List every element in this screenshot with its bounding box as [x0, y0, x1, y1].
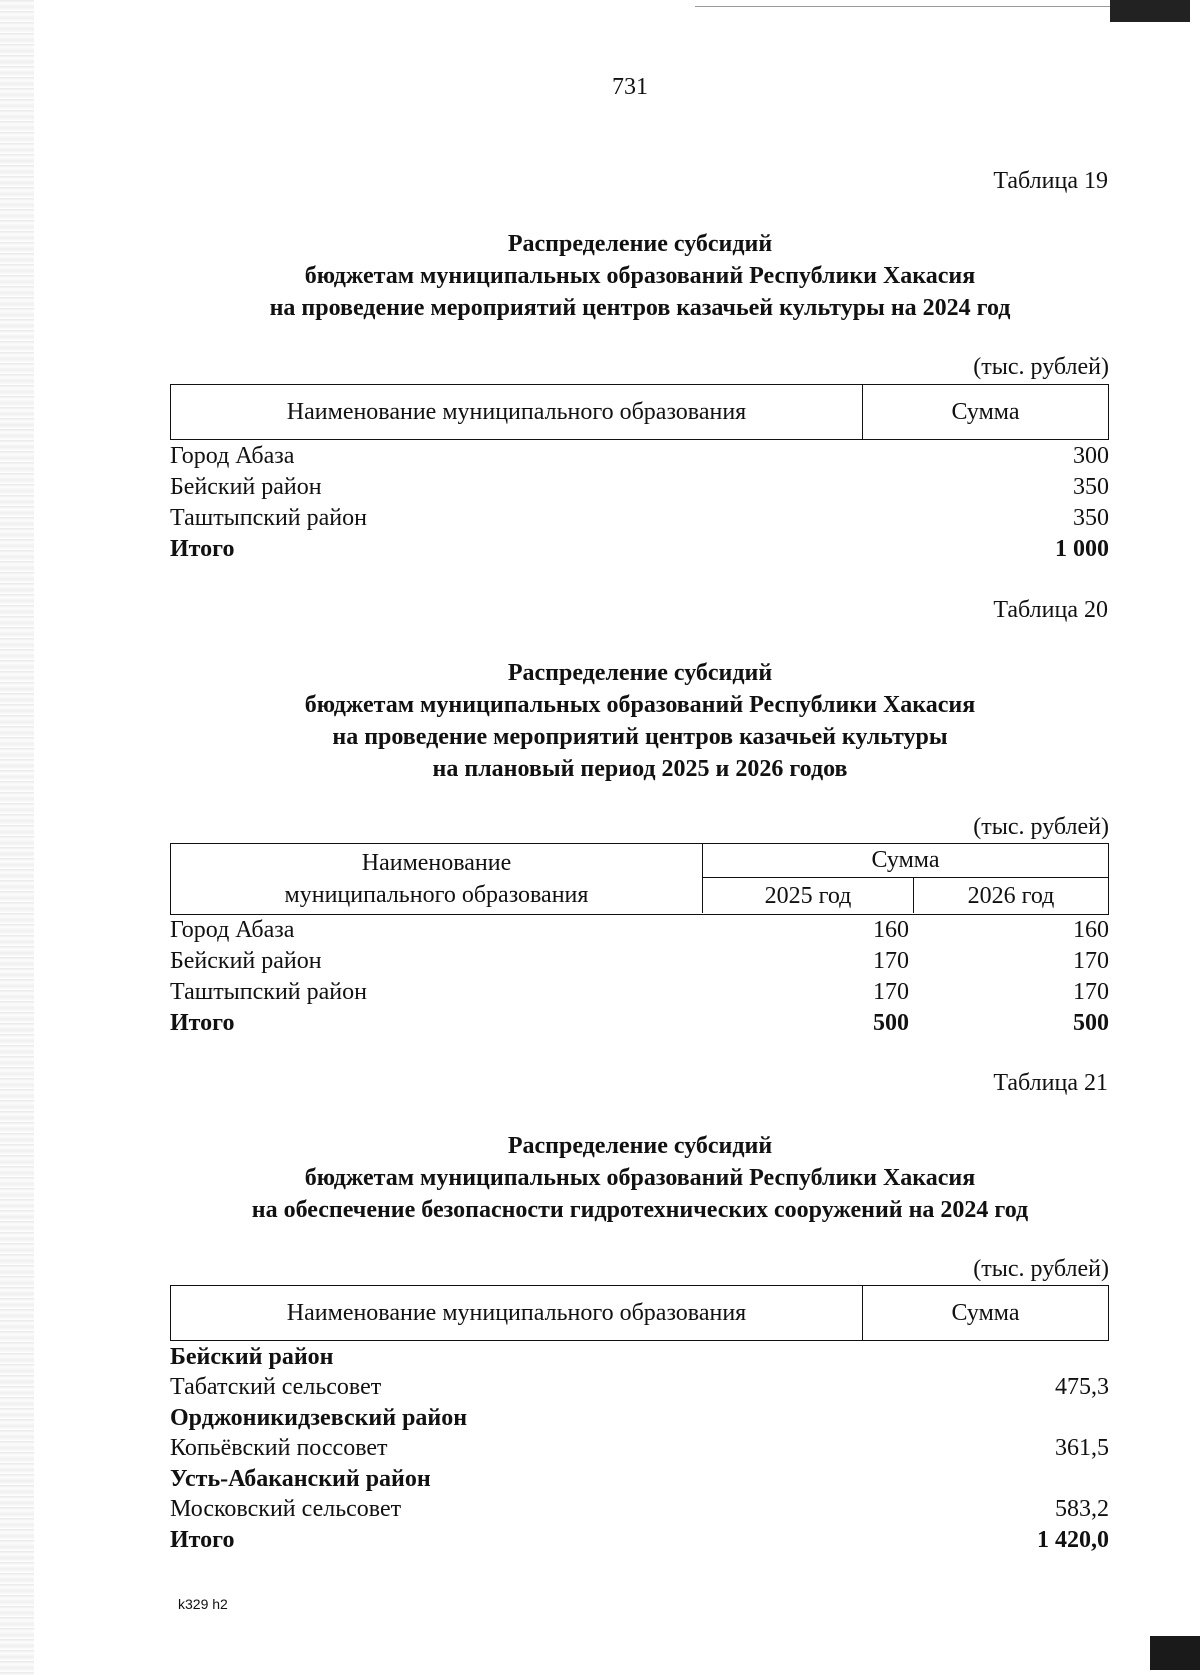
row-value-2026: 170	[1073, 948, 1109, 974]
title-line: бюджетам муниципальных образований Республики Хакасия	[304, 263, 976, 289]
group-row	[170, 1464, 1109, 1495]
table-row	[170, 1373, 1109, 1404]
row-name: Таштыпский район	[170, 979, 367, 1005]
column-header-sum: Сумма	[951, 1299, 1020, 1326]
group-row	[170, 1403, 1109, 1434]
title-line: на плановый период 2025 и 2026 годов	[432, 756, 848, 782]
group-name: Бейский район	[170, 1343, 334, 1370]
row-name: Итого	[170, 1010, 235, 1036]
row-value: 1 000	[1055, 536, 1109, 562]
table-row	[170, 977, 1109, 1008]
table-row	[170, 472, 1109, 503]
column-header-name-line: Наименование	[361, 850, 512, 876]
column-header-name-line: муниципального образования	[284, 882, 589, 908]
table-row	[170, 1434, 1109, 1465]
row-value-2025: 170	[873, 948, 909, 974]
footer-code: k329 h2	[178, 1596, 228, 1612]
table19-label: Таблица 19	[993, 168, 1108, 194]
row-value: 361,5	[1055, 1435, 1109, 1462]
scan-mark-top-right	[1110, 0, 1190, 22]
row-value-2025: 160	[873, 917, 909, 943]
total-row	[170, 1525, 1109, 1556]
table21-body	[170, 1342, 1109, 1556]
row-name: Копьёвский поссовет	[170, 1435, 388, 1462]
column-header-name: Наименование муниципального образования	[171, 385, 863, 439]
scan-mark-bottom-right	[1150, 1636, 1200, 1670]
table21-title	[0, 1130, 1200, 1226]
table21-header	[170, 1285, 1109, 1341]
row-value: 350	[1073, 505, 1109, 531]
row-value-2025: 170	[873, 979, 909, 1005]
group-row	[170, 1342, 1109, 1373]
row-name: Итого	[170, 536, 235, 562]
table21-label: Таблица 21	[993, 1070, 1108, 1096]
column-header-sum: Сумма	[703, 844, 1108, 878]
row-value: 583,2	[1055, 1496, 1109, 1523]
row-name: Город Абаза	[170, 917, 295, 943]
title-line: Распределение субсидий	[507, 1133, 773, 1159]
title-line: Распределение субсидий	[507, 231, 773, 257]
row-value-2025: 500	[873, 1010, 909, 1036]
table-row	[170, 946, 1109, 977]
title-line: на обеспечение безопасности гидротехнических сооружений на 2024 год	[251, 1197, 1029, 1223]
table20-label: Таблица 20	[993, 597, 1108, 623]
column-header-name: Наименование муниципального образования	[171, 1286, 863, 1340]
column-header-name	[171, 844, 703, 913]
table20-body	[170, 915, 1109, 1039]
title-line: бюджетам муниципальных образований Республики Хакасия	[304, 1165, 976, 1191]
table-row	[170, 915, 1109, 946]
row-name: Таштыпский район	[170, 505, 367, 531]
title-line: бюджетам муниципальных образований Республики Хакасия	[304, 692, 976, 718]
table19-title	[0, 228, 1200, 324]
title-line: Распределение субсидий	[507, 660, 773, 686]
title-line: на проведение мероприятий центров казачьей культуры на 2024 год	[269, 295, 1011, 321]
row-value: 1 420,0	[1037, 1526, 1109, 1553]
column-header-2025: 2025 год	[703, 878, 914, 913]
table-row	[170, 1495, 1109, 1526]
table20-title	[0, 657, 1200, 785]
column-header-sum: Сумма	[951, 398, 1020, 425]
table21-unit: (тыс. рублей)	[973, 1256, 1109, 1282]
row-value: 300	[1073, 443, 1109, 469]
group-name: Усть-Абаканский район	[170, 1465, 431, 1492]
row-value-2026: 500	[1073, 1010, 1109, 1036]
row-name: Бейский район	[170, 474, 322, 500]
table19-unit: (тыс. рублей)	[973, 354, 1109, 380]
row-name: Город Абаза	[170, 443, 295, 469]
row-name: Итого	[170, 1526, 235, 1553]
table-row	[170, 441, 1109, 472]
total-row	[170, 1008, 1109, 1039]
table19-header	[170, 384, 1109, 440]
row-value: 475,3	[1055, 1374, 1109, 1401]
total-row	[170, 534, 1109, 565]
table19-body	[170, 441, 1109, 565]
row-value-2026: 170	[1073, 979, 1109, 1005]
scan-line-top	[695, 6, 1115, 7]
table20-unit: (тыс. рублей)	[973, 814, 1109, 840]
row-value-2026: 160	[1073, 917, 1109, 943]
table-row	[170, 503, 1109, 534]
row-name: Табатский сельсовет	[170, 1374, 382, 1401]
group-name: Орджоникидзевский район	[170, 1404, 468, 1431]
page-number: 731	[612, 74, 648, 100]
row-name: Московский сельсовет	[170, 1496, 402, 1523]
row-name: Бейский район	[170, 948, 322, 974]
row-value: 350	[1073, 474, 1109, 500]
column-header-2026: 2026 год	[967, 883, 1055, 909]
table20-header	[170, 843, 1109, 915]
title-line: на проведение мероприятий центров казачьей культуры	[332, 724, 948, 750]
